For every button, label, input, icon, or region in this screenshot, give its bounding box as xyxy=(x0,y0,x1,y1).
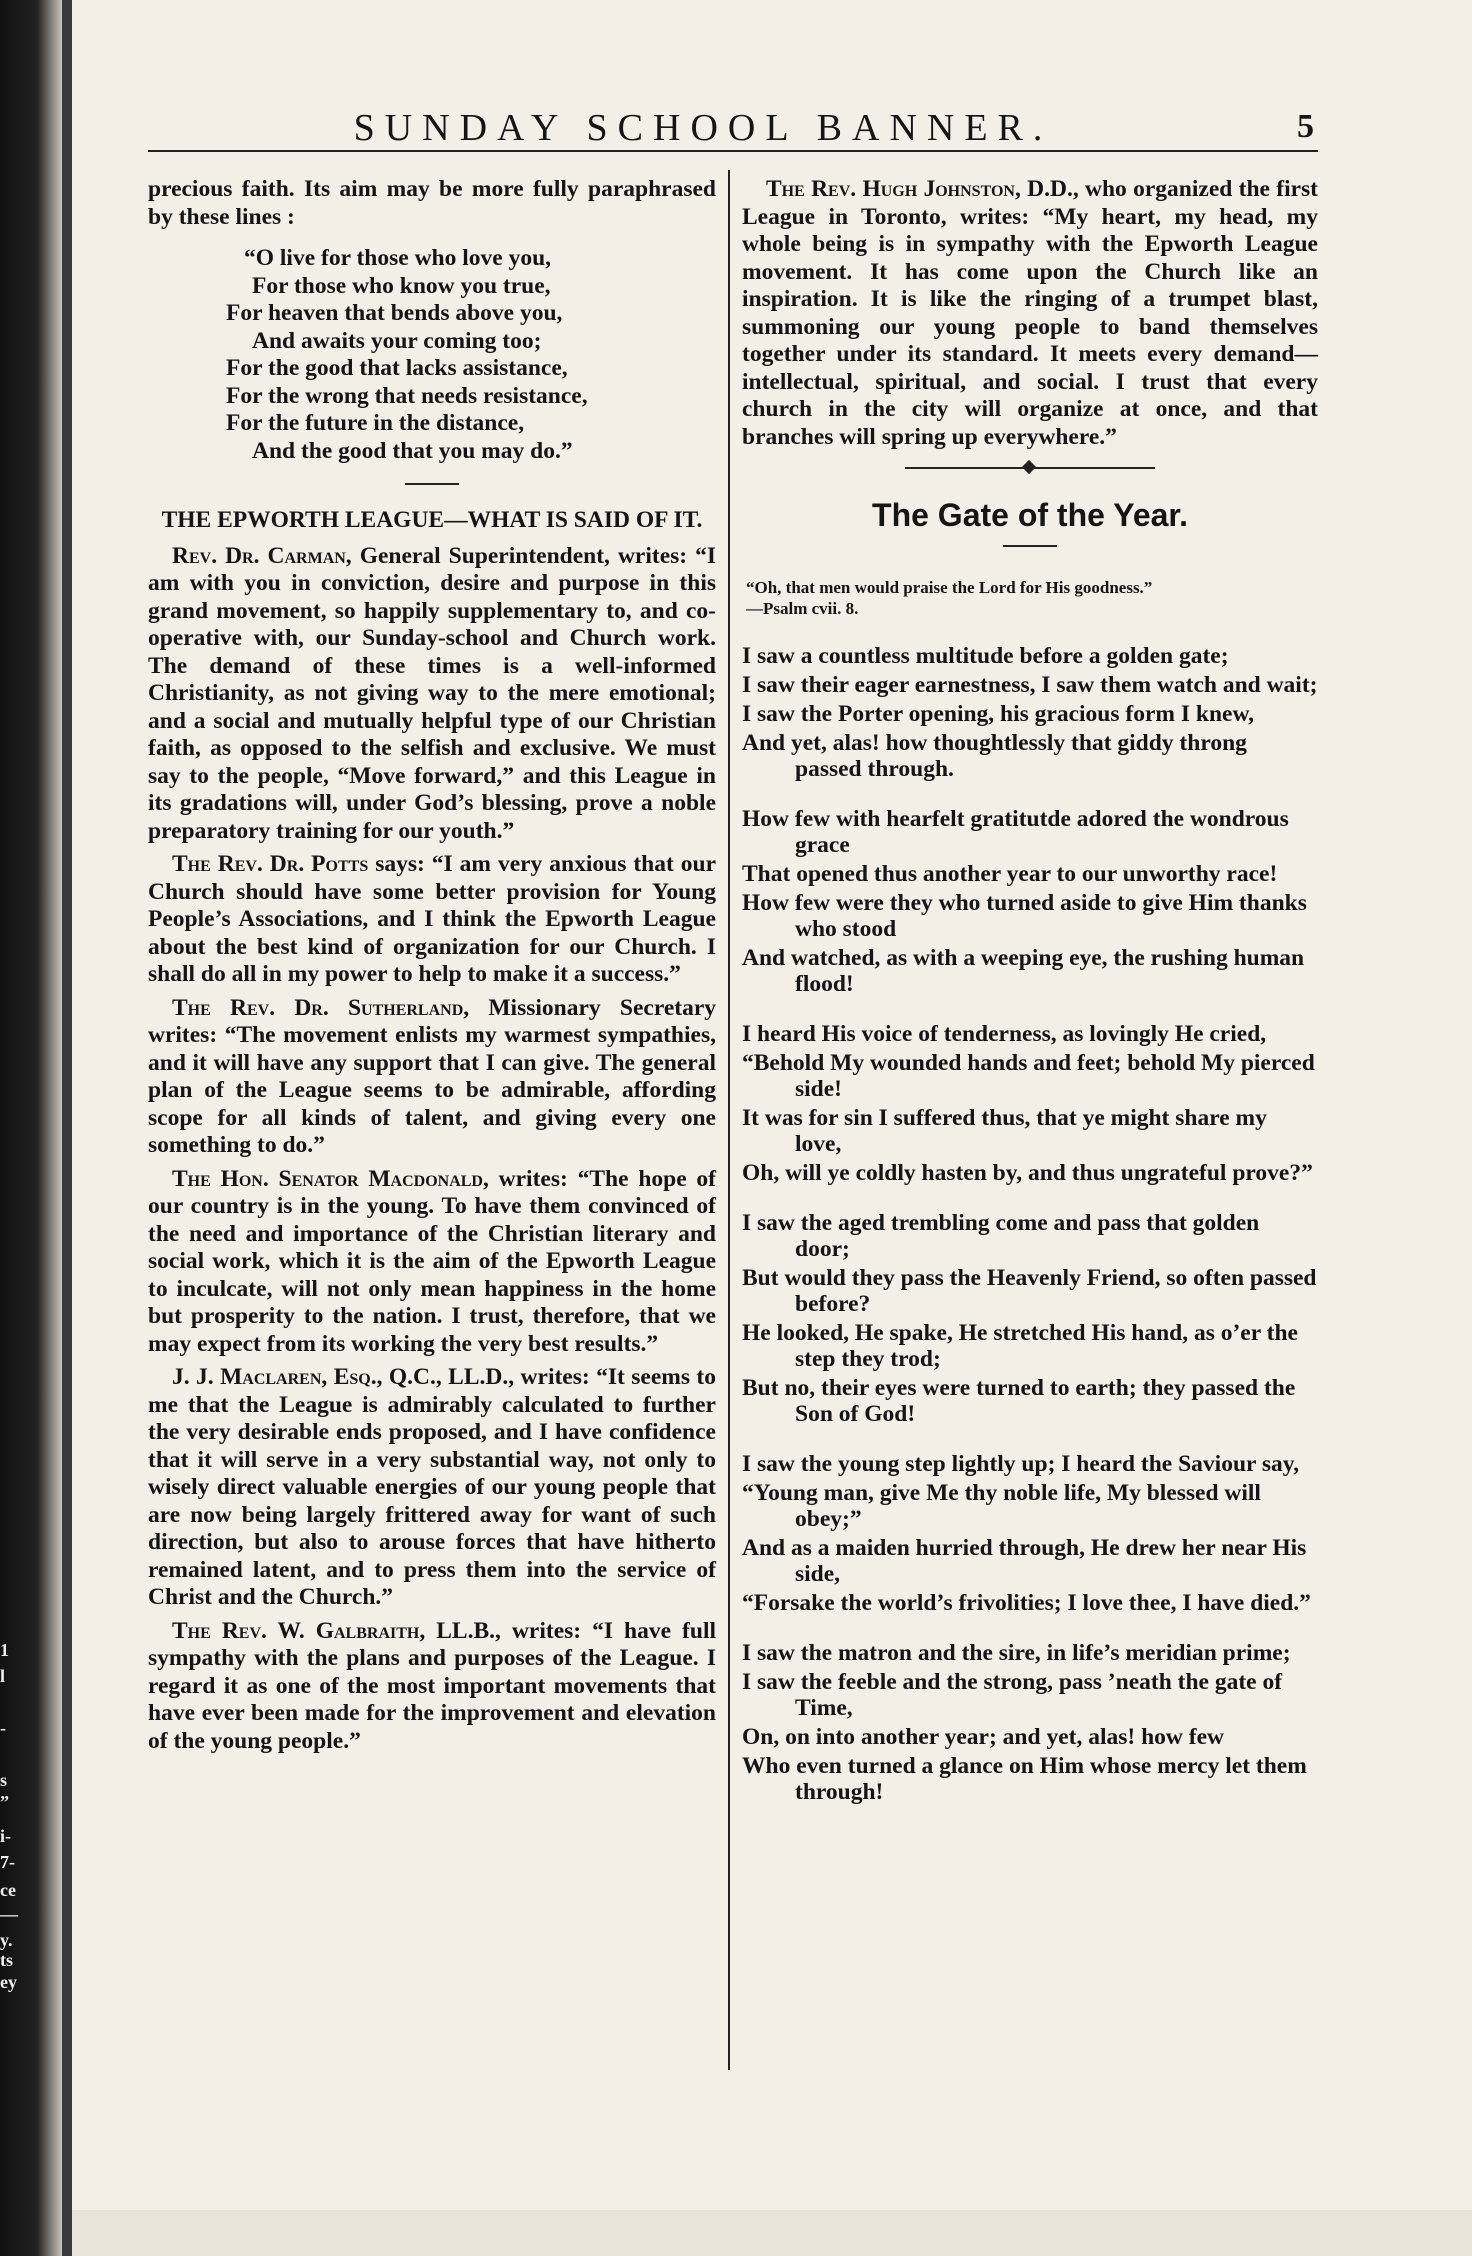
page-title: SUNDAY SCHOOL BANNER. xyxy=(353,107,1053,149)
margin-fragment: s xyxy=(0,1770,8,1790)
verse-line: It was for sin I suffered thus, that ye might share my love, xyxy=(742,1105,1267,1157)
testimonial-paragraph xyxy=(148,851,716,989)
testimonial-author: The Rev. Hugh Johnston, D.D., xyxy=(766,176,1079,202)
column-divider xyxy=(728,170,730,2070)
testimonial-text: writes: “I have full sympathy with the plans and purposes of the League. I regard it as one of the most important movements that have ever been made for the improvement and elevation of the young people.” xyxy=(148,1617,717,1754)
verse-line: And yet, alas! how thoughtlessly that giddy throng passed through. xyxy=(742,730,1247,782)
ornamental-rule xyxy=(905,461,1155,475)
margin-fragment: 1 xyxy=(0,1640,9,1660)
testimonial-text: Missionary Secretary writes: “The movement enlists my warmest sympathies, and it will have any support that I can give. The general plan of the League seems to be admirable, affording scope for all kinds of talent, and giving every one something to do.” xyxy=(148,994,717,1158)
poem-stanza xyxy=(742,1451,1318,1616)
testimonial-author: The Rev. W. Galbraith, LL.B., xyxy=(172,1617,501,1644)
margin-fragment: — xyxy=(0,1904,18,1924)
verse-line: Oh, will ye coldly hasten by, and thus ungrateful prove?” xyxy=(742,1160,1313,1186)
margin-fragment: y. xyxy=(0,1930,13,1950)
margin-fragment: ce xyxy=(0,1880,16,1900)
verse-line: How few with hearfelt gratitutde adored the wondrous grace xyxy=(742,806,1289,858)
verse-line: I saw a countless multitude before a golden gate; xyxy=(742,643,1229,669)
margin-fragment: l xyxy=(0,1666,6,1686)
testimonial-author: J. J. Maclaren, Esq., Q.C., LL.D., xyxy=(172,1364,515,1390)
margin-fragment: ” xyxy=(0,1792,9,1812)
testimonial-paragraph xyxy=(148,1618,716,1756)
verse-line: But would they pass the Heavenly Friend, so often passed before? xyxy=(742,1265,1317,1317)
verse-line: He looked, He spake, He stretched His hand, as o’er the step they trod; xyxy=(742,1320,1298,1372)
verse-line: “Forsake the world’s frivolities; I love thee, I have died.” xyxy=(742,1590,1311,1616)
poem-line: And awaits your coming too; xyxy=(252,327,542,354)
page-number: 5 xyxy=(1297,108,1314,145)
testimonial-author: The Rev. Dr. Sutherland, xyxy=(172,994,470,1021)
verse-line: I saw their eager earnestness, I saw them watch and wait; xyxy=(742,672,1318,698)
epigraph-reference: —Psalm cvii. 8. xyxy=(746,599,859,618)
margin-fragment: - xyxy=(0,1718,6,1738)
poem-line: For heaven that bends above you, xyxy=(226,300,563,326)
page-bottom-margin xyxy=(72,2210,1472,2256)
testimonial-paragraph xyxy=(148,1364,716,1612)
testimonial-paragraph xyxy=(148,995,716,1160)
testimonial-text: says: “I am very anxious that our Church should have some better provision for Young People’s Associations, and I think the Epworth League about the best kind of organization for our Church. I shall do all in my power to help to make it a success.” xyxy=(148,851,717,987)
margin-fragment: 7- xyxy=(0,1852,15,1872)
poem-stanza xyxy=(742,1640,1318,1805)
title-rule xyxy=(1003,545,1057,547)
testimonial-paragraph xyxy=(742,176,1318,451)
verse-line: “Young man, give Me thy noble life, My blessed will obey;” xyxy=(742,1480,1261,1532)
section-rule xyxy=(405,483,459,485)
margin-fragment: i- xyxy=(0,1826,11,1846)
verse-line: That opened thus another year to our unworthy race! xyxy=(742,861,1278,887)
poem-line: For the good that lacks assistance, xyxy=(226,355,568,381)
testimonial-paragraph xyxy=(148,543,716,846)
page-edge xyxy=(62,0,72,2256)
testimonial-author: Rev. Dr. Carman, xyxy=(172,542,352,569)
poem-line: “O live for those who love you, xyxy=(244,245,552,271)
verse-line: But no, their eyes were turned to earth; they passed the Son of God! xyxy=(742,1375,1296,1427)
verse-line: I saw the young step lightly up; I heard the Saviour say, xyxy=(742,1451,1300,1477)
poem-stanza xyxy=(742,1210,1318,1427)
verse-line: And watched, as with a weeping eye, the rushing human flood! xyxy=(742,945,1305,997)
poem-line: For the future in the distance, xyxy=(226,410,525,436)
verse-line: And as a maiden hurried through, He drew her near His side, xyxy=(742,1535,1307,1587)
right-column xyxy=(742,176,1318,1829)
epigraph xyxy=(746,577,1318,619)
verse-line: “Behold My wounded hands and feet; behold My pierced side! xyxy=(742,1050,1315,1102)
verse-line: How few were they who turned aside to give Him thanks who stood xyxy=(742,890,1307,942)
left-column xyxy=(148,176,716,1761)
quoted-poem xyxy=(148,245,716,465)
verse-line: I saw the Porter opening, his gracious form I knew, xyxy=(742,701,1254,727)
poem-line: For the wrong that needs resistance, xyxy=(226,382,588,409)
verse-line: I heard His voice of tenderness, as lovingly He cried, xyxy=(742,1021,1267,1047)
poem-stanza xyxy=(742,643,1318,782)
epigraph-text: “Oh, that men would praise the Lord for His goodness.” xyxy=(746,578,1153,597)
testimonial-text: writes: “It seems to me that the League is admirably calculated to further the very desirable ends proposed, and I have confidence that it will serve in a very substantial way, not only to wisely direct valuable energies of our young people that are now being largely frittered away for want of such direction, but also to arouse forces that have hitherto remained latent, and to press them into the service of Christ and the Church.” xyxy=(148,1364,716,1610)
testimonial-author: The Rev. Dr. Potts xyxy=(172,851,369,877)
section-heading: THE EPWORTH LEAGUE—WHAT IS SAID OF IT. xyxy=(161,507,703,533)
verse-line: On, on into another year; and yet, alas! how few xyxy=(742,1724,1224,1750)
poem-stanza xyxy=(742,1021,1318,1186)
poem-title: The Gate of the Year. xyxy=(872,497,1188,533)
poem-stanza xyxy=(742,806,1318,997)
testimonial-paragraph xyxy=(148,1166,716,1359)
testimonial-author: The Hon. Senator Macdonald, xyxy=(172,1165,489,1192)
testimonial-text: writes: “The hope of our country is in the young. To have them convinced of the need and importance of the Christian literary and social work, which it is the aim of the Epworth League to inculcate, will not only mean happiness in the home but prosperity to the nation. I trust, therefore, that we may expect from its working the very best results.” xyxy=(148,1165,716,1357)
margin-fragment: ey xyxy=(0,1972,17,1992)
verse-line: I saw the feeble and the strong, pass ’neath the gate of Time, xyxy=(742,1669,1283,1721)
poem-line: And the good that you may do.” xyxy=(252,437,573,464)
testimonial-text: who organized the first League in Toronto, writes: “My heart, my head, my whole being is in sympathy with the Epworth League movement. It has come upon the Church like an inspiration. It is like the ringing of a trumpet blast, summoning our young people to band themselves together under its standard. It meets every demand—intellectual, spiritual, and social. I trust that every church in the city will organize at once, and that branches will spring up everywhere.” xyxy=(742,176,1318,450)
poem-line: For those who know you true, xyxy=(252,272,551,299)
testimonial-text: General Superintendent, writes: “I am with you in conviction, desire and purpose in this grand movement, so happily supplementary to, and co-operative with, our Sunday-school and Church work. The demand of these times is a well-informed Christianity, as not giving way to the mere emotional; and a social and mutually helpful type of our Christian faith, as opposed to the selfish and exclusive. We must say to the people, “Move forward,” and this League in its gradations will, under God’s blessing, prove a noble preparatory training for our youth.” xyxy=(148,542,717,844)
intro-paragraph: precious faith. Its aim may be more fully paraphrased by these lines : xyxy=(148,176,716,230)
verse-line: I saw the matron and the sire, in life’s meridian prime; xyxy=(742,1640,1291,1666)
margin-fragment: ts xyxy=(0,1950,13,1970)
verse-line: Who even turned a glance on Him whose mercy let them through! xyxy=(742,1753,1307,1805)
verse-line: I saw the aged trembling come and pass that golden door; xyxy=(742,1210,1260,1262)
running-header xyxy=(148,100,1318,152)
